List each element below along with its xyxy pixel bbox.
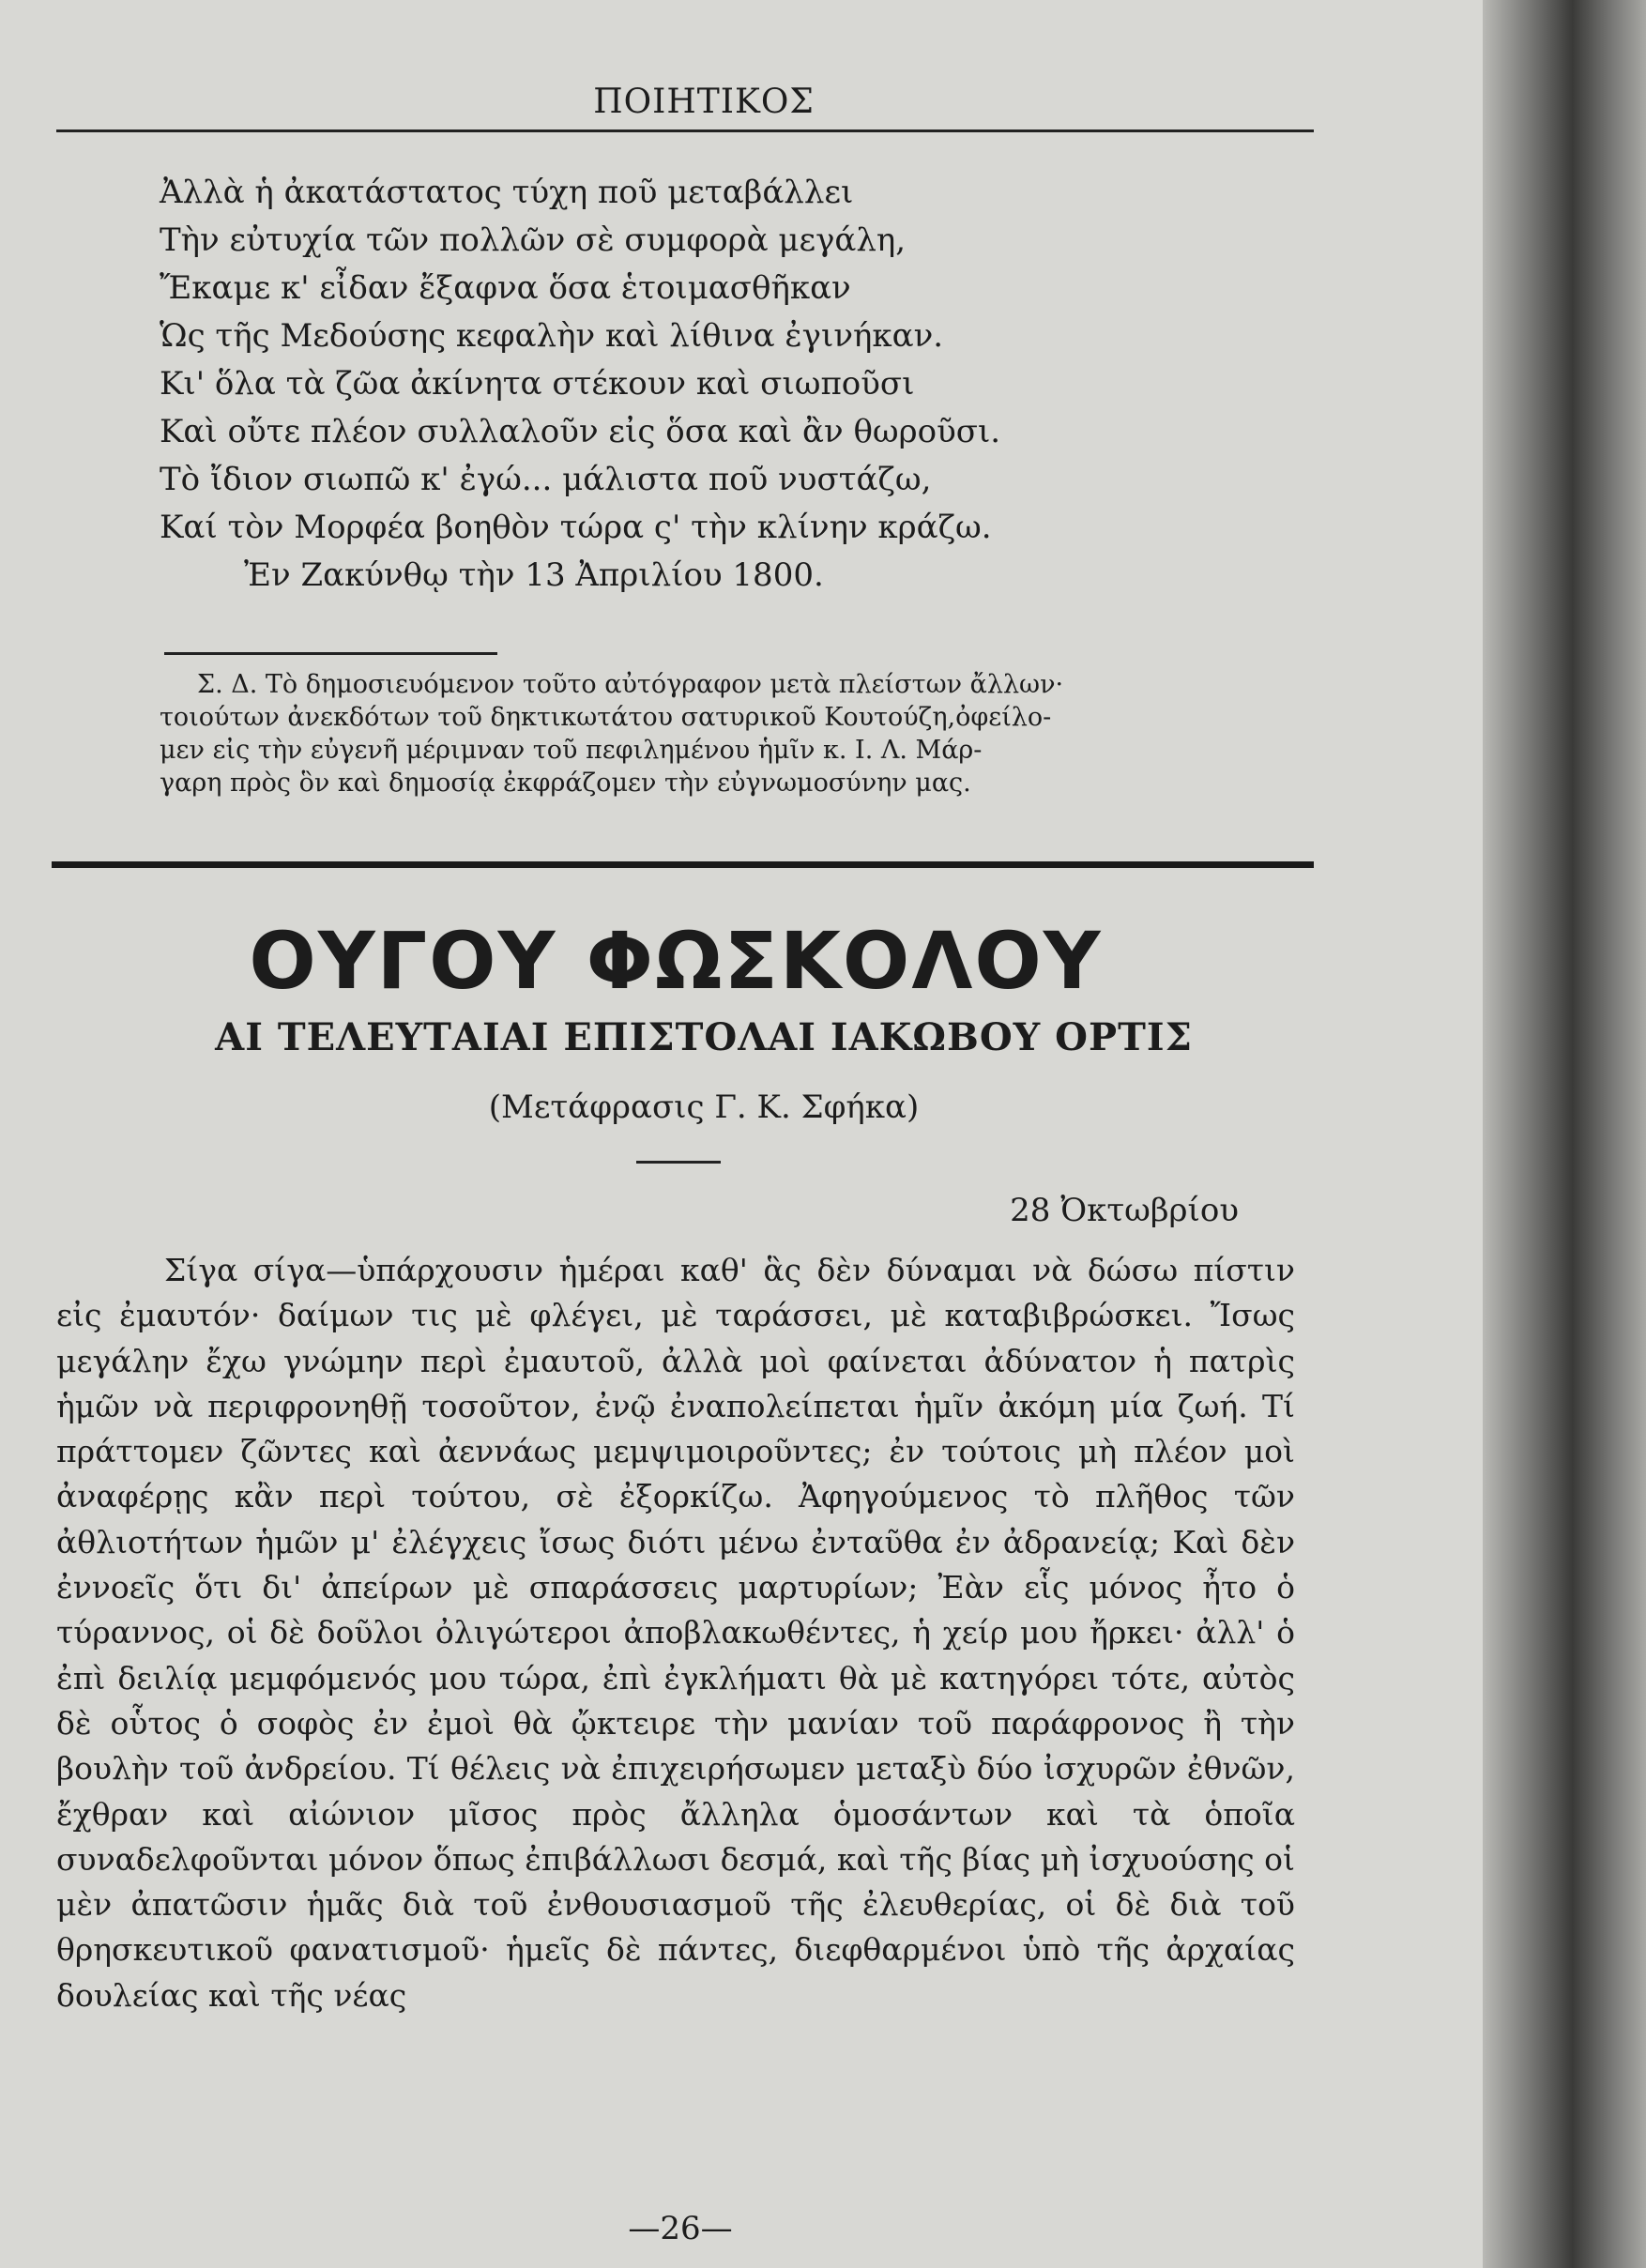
article-subtitle: ΑΙ ΤΕΛΕΥΤΑΙΑΙ ΕΠΙΣΤΟΛΑΙ ΙΑΚΩΒΟΥ ΟΡΤΙΣ	[215, 1015, 1193, 1059]
poem-signoff: Ἐν Ζακύνθῳ τὴν 13 Ἀπριλίου 1800.	[244, 556, 824, 594]
poem-line: Καί τὸν Μορφέα βοηθὸν τώρα ς' τὴν κλίνην κράζω.	[160, 509, 992, 546]
poem	[160, 169, 1286, 600]
letter-date: 28 Ὀκτωβρίου	[1010, 1192, 1239, 1229]
book-gutter-shadow	[1483, 0, 1646, 2268]
article-author: ΟΥΓΟΥ ΦΩΣΚΟΛΟΥ	[249, 915, 1103, 1007]
running-head: ΠΟΙΗΤΙΚΟΣ	[593, 83, 815, 121]
note-line: γαρη πρὸς ὃν καὶ δημοσίᾳ ἐκφράζομεν τὴν εὐγνωμοσύνην μας.	[160, 769, 971, 798]
article-body	[56, 1248, 1295, 2018]
note-line: μεν εἰς τὴν εὐγενῆ μέριμναν τοῦ πεφιλημένου ἡμῖν κ. Ι. Λ. Μάρ-	[160, 736, 983, 765]
section-divider	[52, 861, 1314, 868]
poem-line: Ἔκαμε κ' εἶδαν ἔξαφνα ὅσα ἑτοιμασθῆκαν	[160, 269, 851, 307]
poem-line: Τὴν εὐτυχία τῶν πολλῶν σὲ συμφορὰ μεγάλη,	[160, 221, 907, 259]
poem-line: Ἀλλὰ ἡ ἀκατάστατος τύχη ποῦ μεταβάλλει	[160, 174, 854, 211]
note-line: Σ. Δ. Τὸ δημοσιευόμενον τοῦτο αὐτόγραφον μετὰ πλείστων ἄλλων·	[197, 670, 1064, 699]
poem-line: Ὡς τῆς Μεδούσης κεφαλὴν καὶ λίθινα ἐγινήκαν.	[160, 317, 944, 355]
editor-note	[160, 668, 1239, 799]
article-translator: (Μετάφρασις Γ. Κ. Σφήκα)	[488, 1088, 920, 1126]
body-paragraph: Σίγα σίγα—ὑπάρχουσιν ἡμέραι καθ' ἃς δὲν δύναμαι νὰ δώσω πίστιν εἰς ἐμαυτόν· δαίμων τις μὲ φλέγει, μὲ ταράσσει, μὲ καταβιβρώσκει. Ἴσως μεγάλην ἔχω γνώμην περὶ ἐμαυτοῦ, ἀλλὰ μοὶ φαίνεται ἀδύνατον ἡ πατρὶς ἡμῶν νὰ περιφρονηθῇ τοσοῦτον, ἐνῷ ἐναπολείπεται ἡμῖν ἀκόμη μία ζωή. Τί πράττομεν ζῶντες καὶ ἀεννάως μεμψιμοιροῦντες; ἐν τούτοις μὴ πλέον μοὶ ἀναφέρῃς κἂν περὶ τούτου, σὲ ἐξορκίζω. Ἀφηγούμενος τὸ πλῆθος τῶν ἀθλιοτήτων ἡμῶν μ' ἐλέγχεις ἴσως διότι μένω ἐνταῦθα ἐν ἀδρανείᾳ; Καὶ δὲν ἐννοεῖς ὅτι δι' ἀπείρων μὲ σπαράσσεις μαρτυρίων; Ἐὰν εἷς μόνος ἦτο ὁ τύραννος, οἱ δὲ δοῦλοι ὀλιγώτεροι ἀποβλακωθέντες, ἡ χείρ μου ἤρκει· ἀλλ' ὁ ἐπὶ δειλίᾳ μεμφόμενός μου τώρα, ἐπὶ ἐγκλήματι θὰ μὲ κατηγόρει τότε, αὐτὸς δὲ οὗτος ὁ σοφὸς ἐν ἐμοὶ θὰ ᾤκτειρε τὴν μανίαν τοῦ παράφρονος ἢ τὴν βουλὴν τοῦ ἀνδρείου. Τί θέλεις νὰ ἐπιχειρήσωμεν μεταξὺ δύο ἰσχυρῶν ἐθνῶν, ἔχθραν καὶ αἰώνιον μῖσος πρὸς ἄλληλα ὁμοσάντων καὶ τὰ ὁποῖα συναδελφοῦνται μόνον ὅπως ἐπιβάλλωσι δεσμά, καὶ τῆς βίας μὴ ἰσχυούσης οἱ μὲν ἀπατῶσιν ἡμᾶς διὰ τοῦ ἐνθουσιασμοῦ τῆς ἐλευθερίας, οἱ δὲ διὰ τοῦ θρησκευτικοῦ φανατισμοῦ· ἡμεῖς δὲ πάντες, διεφθαρμένοι ὑπὸ τῆς ἀρχαίας δουλείας καὶ τῆς νέας	[56, 1252, 1295, 2014]
note-line: τοιούτων ἀνεκδότων τοῦ δηκτικωτάτου σατυρικοῦ Κουτούζη,ὀφείλο-	[160, 703, 1052, 732]
poem-line: Κι' ὅλα τὰ ζῶα ἀκίνητα στέκουν καὶ σιωποῦσι	[160, 365, 915, 403]
poem-line: Καὶ οὔτε πλέον συλλαλοῦν εἰς ὅσα καὶ ἂν θωροῦσι.	[160, 413, 1001, 450]
title-dash	[636, 1161, 721, 1164]
page-number: —26—	[628, 2210, 733, 2247]
header-rule	[56, 129, 1314, 132]
poem-line: Τὸ ἴδιον σιωπῶ κ' ἐγώ... μάλιστα ποῦ νυστάζω,	[160, 461, 932, 498]
note-rule	[164, 652, 497, 655]
